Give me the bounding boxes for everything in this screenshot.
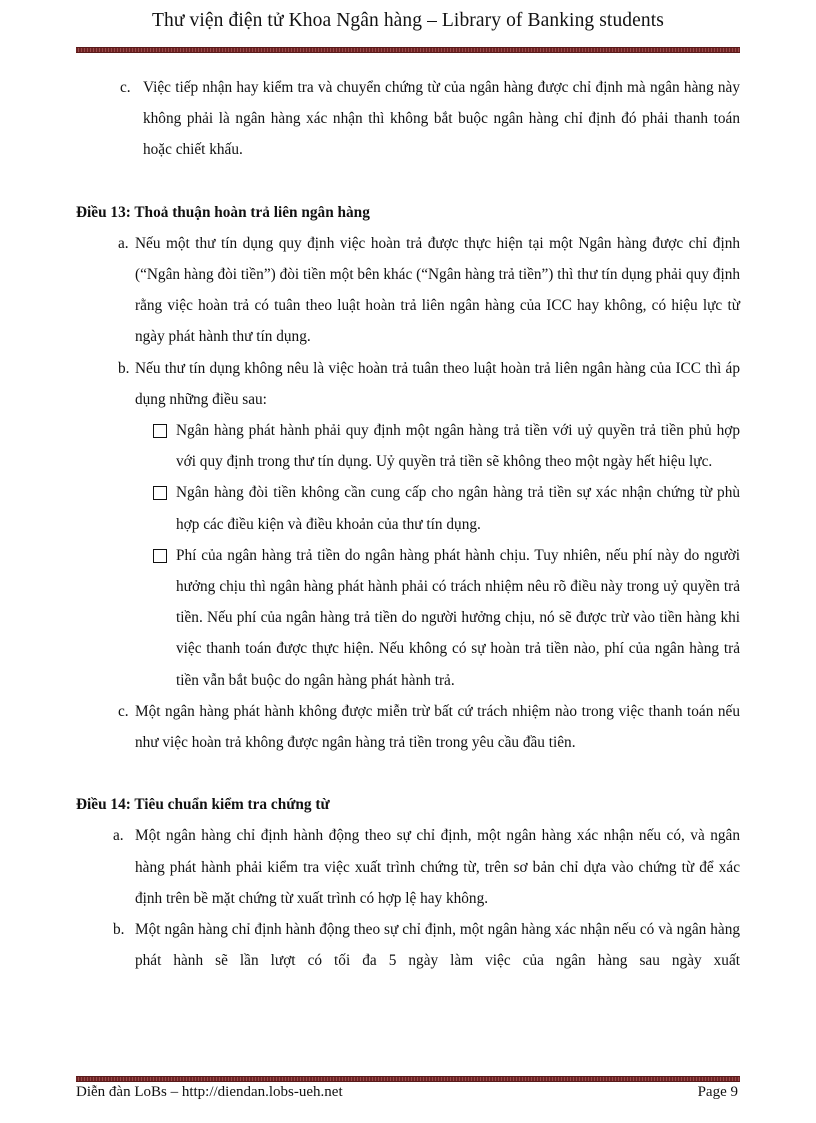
intro-item-c <box>76 72 740 166</box>
header-rule <box>76 47 740 53</box>
list-marker: a. <box>118 234 129 252</box>
article-14-item-a-text: Một ngân hàng chỉ định hành động theo sự chỉ định, một ngân hàng xác nhận nếu có, và ngân hàng phát hành phải kiểm tra việc xuất trình chứng từ, trên sơ bản chỉ dựa vào chứng từ để xác định trên bề mặt chứng từ xuất trình có hợp lệ hay không. <box>135 827 740 907</box>
list-marker: a. <box>113 827 124 845</box>
checkbox-bullet-icon <box>153 549 167 563</box>
list-marker: b. <box>113 921 125 939</box>
article-13-item-b <box>76 353 740 415</box>
article-13-item-c-text: Một ngân hàng phát hành không được miễn trừ bất cứ trách nhiệm nào trong việc thanh toán nếu như việc hoàn trả không được ngân hàng trả tiền trong yêu cầu đầu tiên. <box>135 702 740 752</box>
bullet-item <box>76 415 740 477</box>
footer-forum-link[interactable]: Diễn đàn LoBs – http://diendan.lobs-ueh.net <box>76 1084 343 1100</box>
page-header-title: Thư viện điện tử Khoa Ngân hàng – Library of Banking students <box>152 10 664 31</box>
article-14-heading: Điều 14: Tiêu chuẩn kiểm tra chứng từ <box>76 796 330 814</box>
footer-rule <box>76 1076 740 1082</box>
article-14-item-b <box>76 914 740 976</box>
article-13-item-c <box>76 696 740 758</box>
article-13-item-a <box>76 228 740 353</box>
list-marker: b. <box>118 359 130 377</box>
bullet-item <box>76 540 740 696</box>
list-marker: c. <box>118 702 129 720</box>
intro-item-c-text: Việc tiếp nhận hay kiểm tra và chuyển chứng từ của ngân hàng được chỉ định mà ngân hàng này không phải là ngân hàng xác nhận thì không bắt buộc ngân hàng chỉ định đó phải thanh toán hoặc chiết khấu. <box>143 79 740 159</box>
article-13-item-b-text: Nếu thư tín dụng không nêu là việc hoàn trả tuân theo luật hoàn trả liên ngân hàng của ICC thì áp dụng những điều sau: <box>135 359 740 408</box>
checkbox-bullet-icon <box>153 486 167 500</box>
bullet-item-text: Ngân hàng phát hành phải quy định một ngân hàng trả tiền với uỷ quyền trả tiền phủ hợp với quy định trong thư tín dụng. Uỷ quyền trả tiền sẽ không theo một ngày hết hiệu lực. <box>176 422 740 471</box>
article-14-item-a <box>76 820 740 914</box>
article-13-item-a-text: Nếu một thư tín dụng quy định việc hoàn trả được thực hiện tại một Ngân hàng được chỉ định (“Ngân hàng đòi tiền”) đòi tiền một bên khác (“Ngân hàng trả tiền”) thì thư tín dụng phải quy định rằng việc hoàn trả có tuân theo luật hoàn trả liên ngân hàng của ICC hay không, có hiệu lực từ ngày phát hành thư tín dụng. <box>135 234 740 346</box>
page-number: Page 9 <box>697 1084 738 1100</box>
bullet-item-text: Phí của ngân hàng trả tiền do ngân hàng phát hành chịu. Tuy nhiên, nếu phí này do người hưởng chịu thì ngân hàng phát hành phải có trách nhiệm nêu rõ điều này trong uỷ quyền trả tiền. Nếu phí của ngân hàng trả tiền do người hưởng chịu, nó sẽ được trừ vào tiền hàng khi việc thanh toán được thực hiện. Nếu không có sự hoàn trả tiền nào, phí của ngân hàng trả tiền vẫn bắt buộc do ngân hàng phát hành trả. <box>176 546 740 689</box>
article-14-item-b-text: Một ngân hàng chỉ định hành động theo sự chỉ định, một ngân hàng xác nhận nếu có và ngân hàng phát hành sẽ lần lượt có tối đa 5 ngày làm việc của ngân hàng sau ngày xuất <box>135 921 740 970</box>
bullet-item <box>76 477 740 539</box>
checkbox-bullet-icon <box>153 424 167 438</box>
article-13-heading: Điều 13: Thoả thuận hoàn trả liên ngân hàng <box>76 203 370 221</box>
list-marker: c. <box>120 79 131 96</box>
bullet-item-text: Ngân hàng đòi tiền không cần cung cấp cho ngân hàng trả tiền sự xác nhận chứng từ phù hợp các điều kiện và điều khoản của thư tín dụng. <box>176 484 740 533</box>
page-body <box>76 72 740 976</box>
